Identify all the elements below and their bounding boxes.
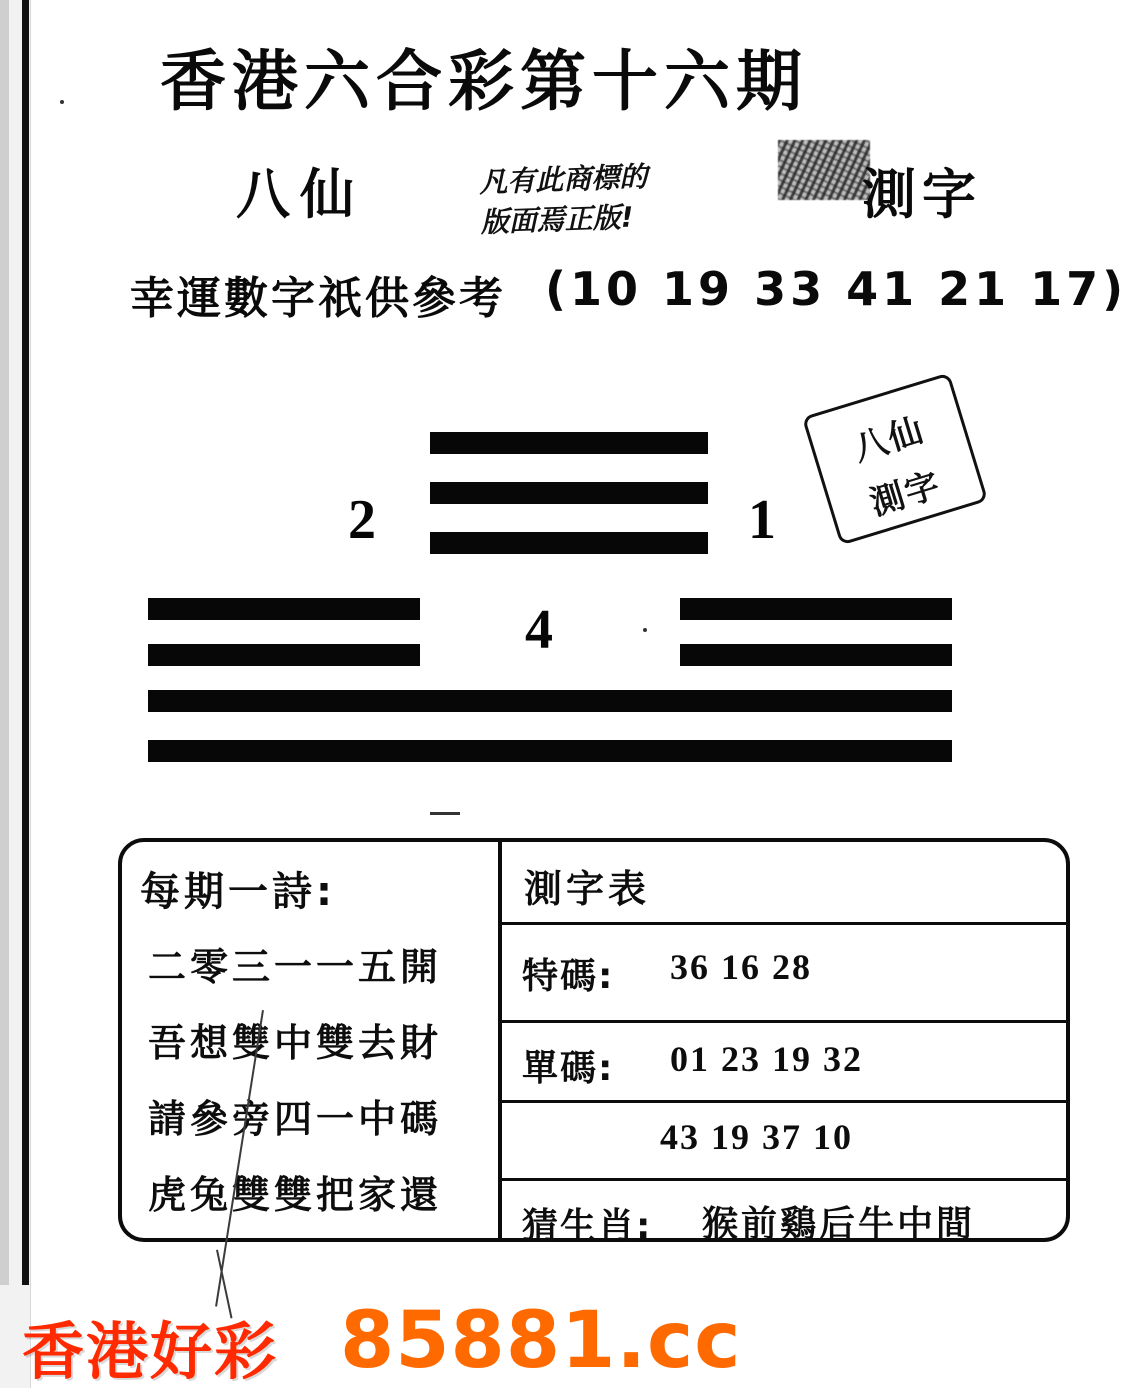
table-rule <box>502 1020 1070 1023</box>
seal-badge <box>802 372 988 545</box>
scan-speck <box>643 628 647 632</box>
stamp-note-line-2: 版面焉正版! <box>480 200 634 239</box>
numbers-table-title: 測字表 <box>524 867 651 911</box>
single-code-values-row2: 43 19 37 10 <box>660 1117 853 1157</box>
special-code-values: 36 16 28 <box>670 947 812 987</box>
table-rule <box>502 1178 1070 1181</box>
seal-badge-line-1: 八仙 <box>848 410 930 470</box>
hexagram-number-left: 2 <box>348 489 376 551</box>
stamp-note-line-1: 凡有此商標的 <box>478 160 648 199</box>
hexagram-line-top-1 <box>430 432 708 454</box>
special-code-label: 特碼: <box>522 956 615 997</box>
footer-brand: 香港好彩 <box>22 1315 279 1388</box>
numbers-table <box>502 842 1070 1247</box>
poem-line: 二零三一一五開 <box>148 945 443 989</box>
scan-speck <box>60 100 64 104</box>
hexagram-line-top-3 <box>430 532 708 554</box>
result-panel <box>118 838 1070 1247</box>
table-rule <box>502 1100 1070 1103</box>
hexagram-line-4-left <box>148 598 420 620</box>
hexagram-number-center: 4 <box>525 599 553 661</box>
poem-line: 虎兔雙雙把家還 <box>148 1173 443 1217</box>
single-code-label: 單碼: <box>522 1048 615 1089</box>
lucky-numbers-value: (10 19 33 41 21 17) <box>545 262 1128 316</box>
subtitle-left: 八仙 <box>236 163 364 226</box>
hexagram-line-5-left <box>148 644 420 666</box>
single-code-values: 01 23 19 32 <box>670 1039 863 1079</box>
seal-badge-line-2: 測字 <box>865 464 947 525</box>
zodiac-values: 猴前鷄后牛中間 <box>702 1204 976 1245</box>
hexagram-number-right: 1 <box>748 489 776 551</box>
scan-speck <box>430 812 460 815</box>
hexagram-line-4-right <box>680 598 952 620</box>
stamp-note <box>479 157 650 243</box>
poem-line: 吾想雙中雙去財 <box>148 1021 443 1065</box>
zodiac-label: 猜生肖: <box>522 1206 653 1247</box>
hexagram-line-6 <box>148 690 952 712</box>
poem-section <box>122 842 498 1238</box>
footer-url: 85881.cc <box>340 1296 742 1386</box>
hexagram-line-7 <box>148 740 952 762</box>
scan-edge-gray-bar <box>0 0 9 1285</box>
scan-edge-black-bar <box>22 0 29 1285</box>
page-title: 香港六合彩第十六期 <box>160 43 808 120</box>
hexagram-line-top-2 <box>430 482 708 504</box>
subtitle-right: 測字 <box>862 163 982 226</box>
hexagram-line-5-right <box>680 644 952 666</box>
ink-stamp-icon <box>778 140 870 200</box>
scan-edge-artifact <box>0 0 31 1388</box>
lucky-numbers-label: 幸運數字祇供參考 <box>130 273 506 324</box>
poem-title: 每期一詩: <box>140 869 336 915</box>
poem-line: 請參旁四一中碼 <box>148 1097 443 1141</box>
footer-watermark <box>0 1296 1136 1388</box>
table-rule <box>502 922 1070 925</box>
